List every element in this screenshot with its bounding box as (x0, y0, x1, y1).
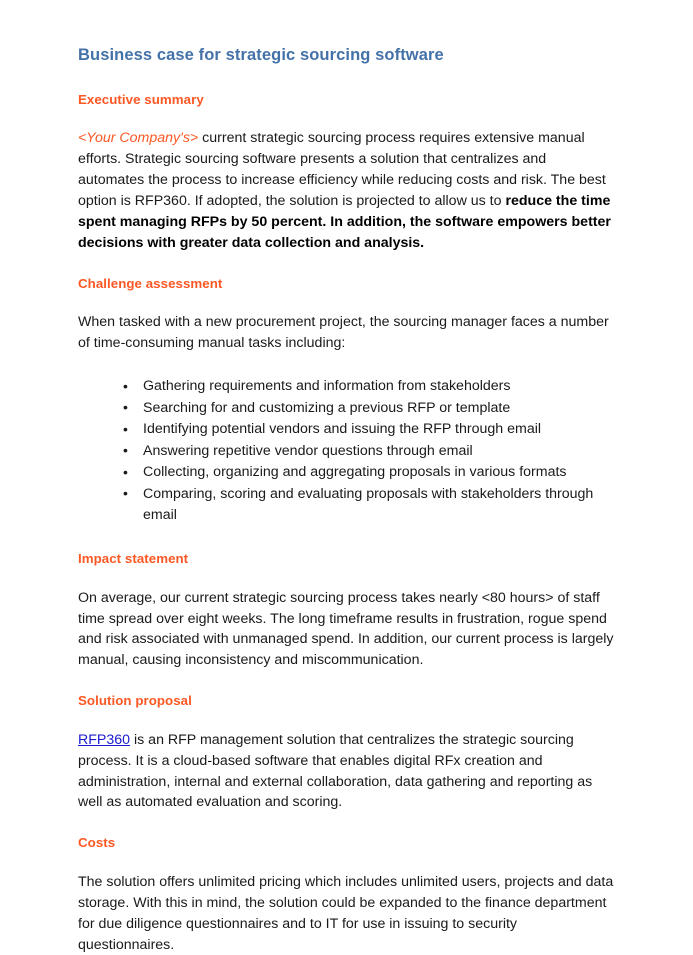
list-item: • Answering repetitive vendor questions through email (123, 441, 615, 463)
solution-proposal-text: is an RFP management solution that centralizes the strategic sourcing process. It is a cloud-based software that enables digital RFx creation and administration, internal and external collaboration, data gathering and reporting as well as automated evaluation and scoring. (78, 731, 593, 811)
section-heading-costs: Costs (78, 835, 116, 851)
section-heading-challenge-assessment: Challenge assessment (78, 275, 223, 291)
page-title: Business case for strategic sourcing software (78, 46, 444, 64)
executive-summary-bold-text: reduce the time spent managing RFPs by 50 percent. In addition, the software empowers better decisions with greater data collection and analysis. (78, 193, 611, 251)
list-item: • Comparing, scoring and evaluating proposals with stakeholders through email (123, 484, 615, 527)
rfp360-link[interactable]: RFP360 (78, 731, 131, 748)
company-placeholder-tag: <Your Company's> (78, 130, 199, 147)
paragraph-executive-summary (78, 128, 615, 253)
section-heading-solution-proposal: Solution proposal (78, 693, 192, 709)
paragraph-impact-statement: On average, our current strategic sourcing process takes nearly <80 hours> of staff time spread over eight weeks. The long timeframe results in frustration, rogue spend and risk associated with unmanaged spend. In addition, our current process is largely manual, causing inconsistency and miscommunication. (78, 589, 614, 669)
list-item: • Gathering requirements and information from stakeholders (123, 376, 615, 398)
paragraph-challenge-intro: When tasked with a new procurement project, the sourcing manager faces a number of time-consuming manual tasks including: (78, 314, 609, 352)
executive-summary-text: current strategic sourcing process requires extensive manual efforts. Strategic sourcing software presents a solution that centralizes and automates the process to increase efficiency while reducing costs and risk. The best option is RFP360. If adopted, the solution is projected to allow us to (78, 130, 606, 210)
section-heading-executive-summary: Executive summary (78, 91, 204, 107)
paragraph-costs: The solution offers unlimited pricing which includes unlimited users, projects and data storage. With this in mind, the solution could be expanded to the finance department for due diligence questionnaires and to IT for use in issuing to security questionnaires. (78, 873, 614, 953)
paragraph-solution-proposal (78, 730, 615, 814)
section-heading-impact-statement: Impact statement (78, 551, 189, 567)
list-item: • Collecting, organizing and aggregating proposals in various formats (123, 462, 615, 484)
challenge-bullet-list (78, 376, 615, 527)
list-item: • Searching for and customizing a previous RFP or template (123, 398, 615, 420)
list-item: • Identifying potential vendors and issuing the RFP through email (123, 419, 615, 441)
